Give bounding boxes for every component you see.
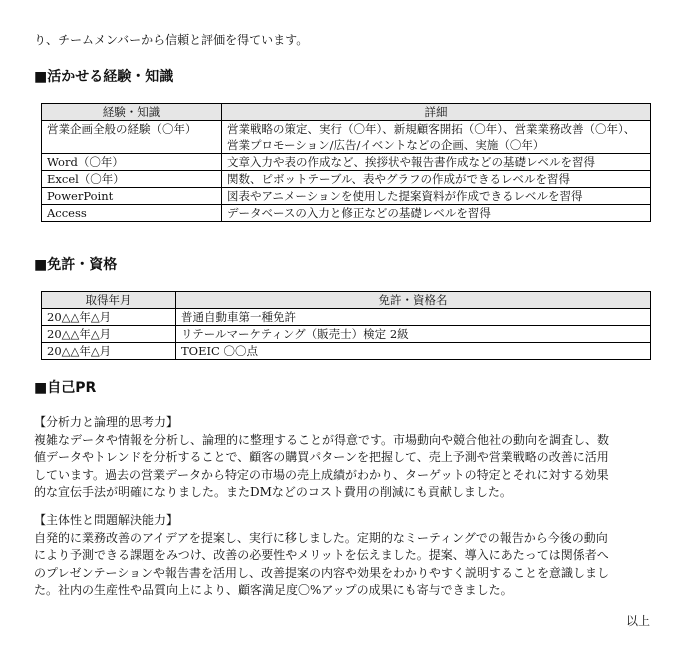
table-header-row xyxy=(42,104,651,121)
experience-item: Access xyxy=(42,205,222,222)
table-row xyxy=(42,205,651,222)
table-header-row xyxy=(42,292,651,309)
closing-text: 以上 xyxy=(625,614,650,628)
pr-analysis-line: 値データやトレンドを分析することで、顧客の購買パターンを把握して、売上予測や営業戦略の改善に活用 xyxy=(34,450,609,464)
experience-detail: データベースの入力と修正などの基礎レベルを習得 xyxy=(222,205,651,222)
license-date: 20△△年△月 xyxy=(42,309,176,326)
table-row xyxy=(42,188,651,205)
experience-table xyxy=(41,103,651,222)
table-row xyxy=(42,309,651,326)
license-section-title: ■免許・資格 xyxy=(34,257,118,273)
license-date: 20△△年△月 xyxy=(42,326,176,343)
experience-detail: 図表やアニメーションを使用した提案資料が作成できるレベルを習得 xyxy=(222,188,651,205)
experience-item: Word（〇年） xyxy=(42,154,222,171)
pr-analysis-heading: 【分析力と論理的思考力】 xyxy=(34,415,179,429)
pr-analysis-paragraph xyxy=(34,414,649,502)
pr-analysis-line: しています。過去の営業データから特定の市場の売上成績がわかり、ターゲットの特定とそれに対する効果 xyxy=(34,467,609,482)
intro-line: り、チームメンバーから信頼と評価を得ています。 xyxy=(34,33,309,47)
pr-initiative-line: た。社内の生産性や品質向上により、顧客満足度〇%アップの成果にも寄与できました。 xyxy=(34,583,513,597)
pr-initiative-heading: 【主体性と問題解決能力】 xyxy=(34,513,179,527)
experience-detail: 文章入力や表の作成など、挨拶状や報告書作成などの基礎レベルを習得 xyxy=(222,154,651,171)
header-license-name: 免許・資格名 xyxy=(176,292,651,309)
pr-initiative-paragraph xyxy=(34,512,649,600)
experience-detail: 営業戦略の策定、実行（〇年）、新規顧客開拓（〇年）、営業業務改善（〇年）、営業プロモーション/広告/イベントなどの企画、実施（〇年） xyxy=(222,121,651,154)
table-row xyxy=(42,343,651,360)
experience-detail: 関数、ピボットテーブル、表やグラフの作成ができるレベルを習得 xyxy=(222,171,651,188)
pr-initiative-line: により予測できる課題をみつけ、改善の必要性やメリットを伝えました。提案、導入にあたっては関係者へ xyxy=(34,548,609,562)
header-date: 取得年月 xyxy=(42,292,176,309)
pr-initiative-line: 自発的に業務改善のアイデアを提案し、実行に移しました。定期的なミーティングでの報告から今後の動向 xyxy=(34,530,608,545)
experience-item: 営業企画全般の経験（〇年） xyxy=(42,121,222,154)
experience-item: Excel（〇年） xyxy=(42,171,222,188)
license-date: 20△△年△月 xyxy=(42,343,176,360)
table-row xyxy=(42,121,651,154)
table-row xyxy=(42,154,651,171)
experience-section-title: ■活かせる経験・知識 xyxy=(34,69,174,85)
table-row xyxy=(42,326,651,343)
experience-item: PowerPoint xyxy=(42,188,222,205)
license-name: TOEIC 〇〇点 xyxy=(176,343,651,360)
license-name: リテールマーケティング（販売士）検定 2級 xyxy=(176,326,651,343)
pr-analysis-line: 複雑なデータや情報を分析し、論理的に整理することが得意です。市場動向や競合他社の動向を調査し、数 xyxy=(34,432,610,447)
pr-initiative-line: のプレゼンテーションや報告書を活用し、改善提案の内容や効果をわかりやすく説明することを意識しまし xyxy=(34,565,610,580)
header-detail: 詳細 xyxy=(222,104,651,121)
pr-section-title: ■自己PR xyxy=(34,380,97,396)
license-name: 普通自動車第一種免許 xyxy=(176,309,651,326)
license-table xyxy=(41,291,651,360)
header-experience: 経験・知識 xyxy=(42,104,222,121)
table-row xyxy=(42,171,651,188)
pr-analysis-line: 的な宣伝手法が明確になりました。またDMなどのコスト費用の削減にも貢献しました。 xyxy=(34,485,512,499)
